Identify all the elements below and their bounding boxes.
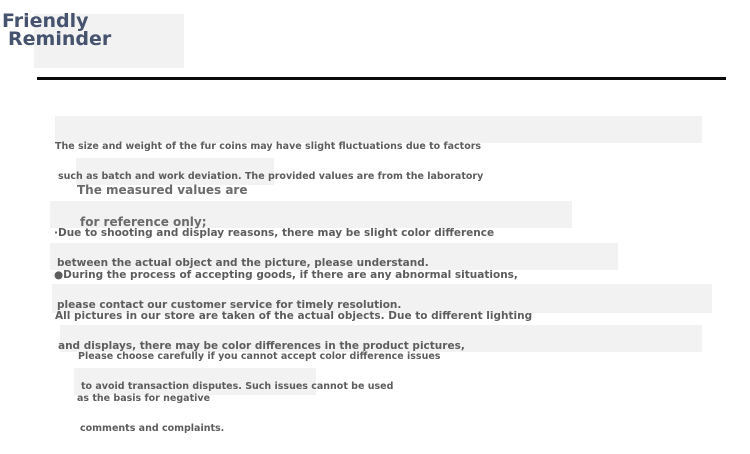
note-6-line-1: Please choose carefully if you cannot accept color difference issues <box>78 351 441 362</box>
note-7 <box>77 374 224 454</box>
note-7-line-1: as the basis for negative <box>77 393 211 404</box>
note-3-line-2: between the actual object and the picture, please understand. <box>57 257 429 269</box>
title-line-1: Friendly <box>2 10 89 32</box>
note-4-line-2: please contact our customer service for timely resolution. <box>57 299 402 311</box>
note-4-line-1: ●During the process of accepting goods, if there are any abnormal situations, <box>54 269 518 281</box>
note-5-line-2: and displays, there may be color differences in the product pictures, <box>58 340 465 352</box>
note-2-line-1: The measured values are <box>77 183 248 197</box>
note-1-line-2: such as batch and work deviation. The provided values are from the laboratory <box>58 171 484 182</box>
note-6-line-2: to avoid transaction disputes. Such issues cannot be used <box>81 381 394 392</box>
note-2-line-2: for reference only; <box>80 214 207 229</box>
title-line-2: Reminder <box>8 28 112 50</box>
note-3-line-1: ·Due to shooting and display reasons, there may be slight color difference <box>54 227 495 239</box>
note-7-line-2: comments and complaints. <box>80 423 225 434</box>
note-1-line-1: The size and weight of the fur coins may have slight fluctuations due to factors <box>55 141 482 152</box>
note-5-line-1: All pictures in our store are taken of the actual objects. Due to different lighting <box>55 310 533 322</box>
